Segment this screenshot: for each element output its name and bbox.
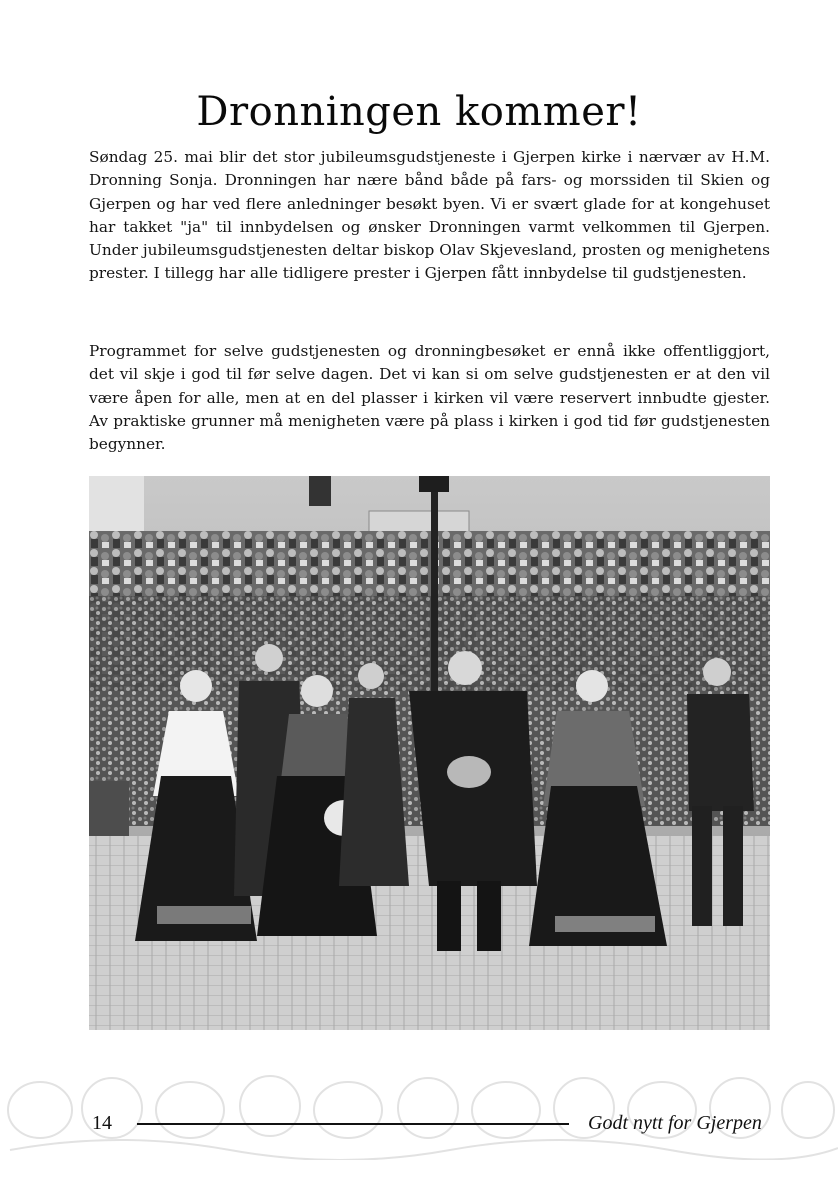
page-number: 14 <box>92 1112 112 1134</box>
article-photo <box>89 476 770 1030</box>
footer-decoration-image <box>0 1060 838 1160</box>
publication-title: Godt nytt for Gjerpen <box>588 1112 762 1134</box>
article-title: Dronningen kommer! <box>196 88 642 135</box>
footer-rule <box>137 1123 569 1125</box>
article-paragraph-1: Søndag 25. mai blir det stor jubileumsgudstjeneste i Gjerpen kirke i nærvær av H.M. Dronning Sonja. Dronningen har nære bånd både på fars- og morssiden til Skien og Gjerpen og har ved flere anledninger besøkt byen. Vi er svært glade for at kongehuset har takket "ja" til innbydelsen og ønsker Dronningen varmt velkommen til Gjerpen. Under jubileumsgudstjenesten deltar biskop Olav Skjevesland, prosten og menighetens prester. I tillegg har alle tidligere prester i Gjerpen fått innbydelse til gudstjenesten. <box>89 148 770 283</box>
article-paragraph-2: Programmet for selve gudstjenesten og dronningbesøket er ennå ikke offentliggjort, det vil skje i god til før selve dagen. Det vi kan si om selve gudstjenesten er at den vil være åpen for alle, men at en del plasser i kirken vil være reservert innbudte gjester. Av praktiske grunner må menigheten være på plass i kirken i god tid før gudstjenesten begynner. <box>89 342 770 454</box>
photo-scene-image <box>89 476 770 1030</box>
